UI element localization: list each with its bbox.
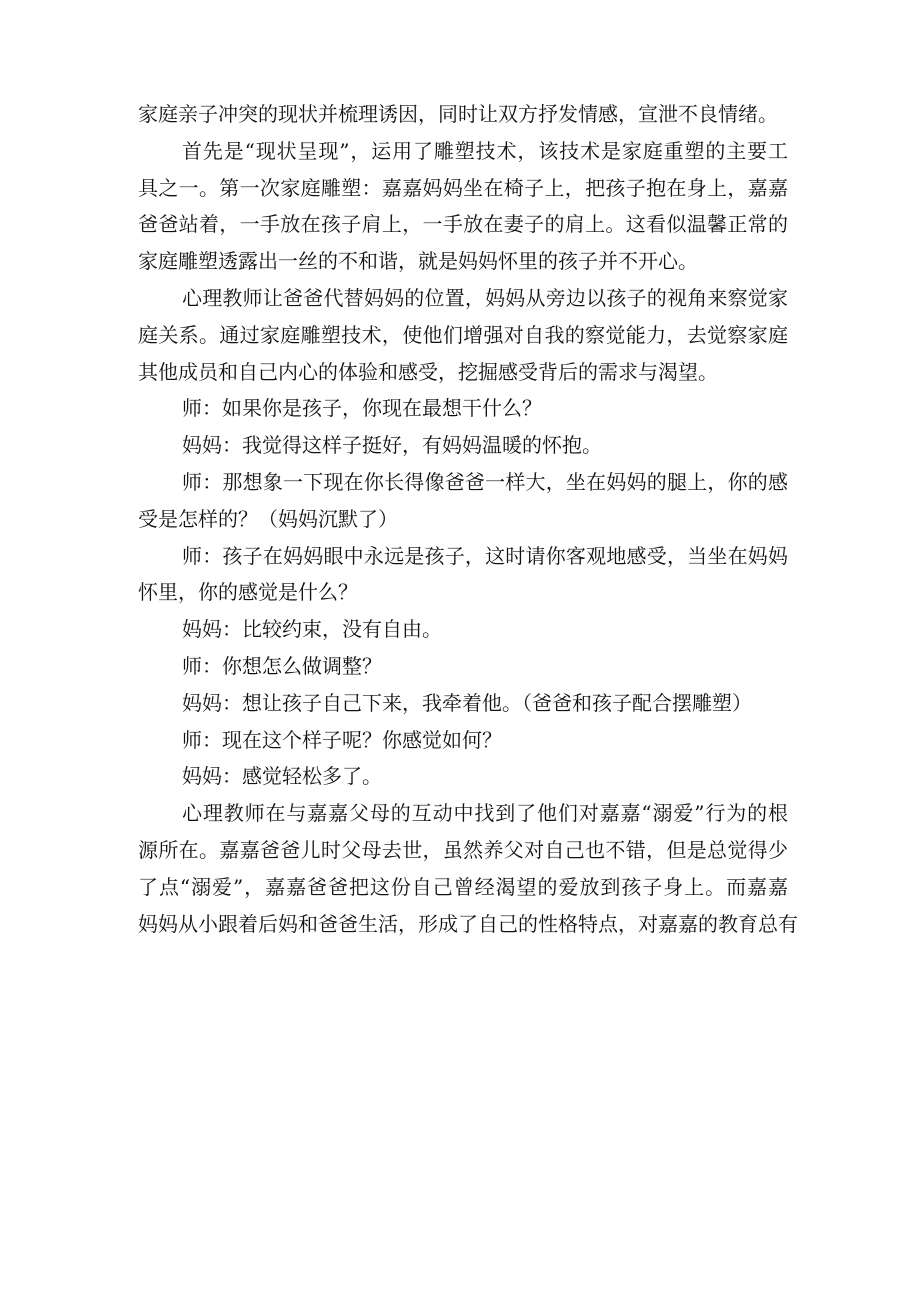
text-line: 其他成员和自己内心的体验和感受，挖掘感受背后的需求与渴望。: [138, 359, 718, 384]
text-line: 师：你想怎么做调整？: [182, 653, 382, 678]
text-line: 源所在。嘉嘉爸爸儿时父母去世，虽然养父对自己也不错，但是总觉得少: [138, 837, 788, 862]
text-line: 妈妈：比较约束，没有自由。: [182, 617, 442, 642]
text-line: 家庭亲子冲突的现状并梳理诱因，同时让双方抒发情感，宣泄不良情绪。: [138, 102, 778, 126]
text-line: 妈妈：感觉轻松多了。: [182, 764, 382, 789]
text-line: 师：如果你是孩子，你现在最想干什么？: [182, 396, 542, 421]
text-line: 庭关系。通过家庭雕塑技术，使他们增强对自我的察觉能力，去觉察家庭: [138, 322, 788, 347]
text-line: 心理教师在与嘉嘉父母的互动中找到了他们对嘉嘉“溺爱”行为的根: [182, 801, 788, 826]
text-line: 爸爸站着，一手放在孩子肩上，一手放在妻子的肩上。这看似温馨正常的: [138, 212, 788, 237]
document-body: [138, 96, 798, 942]
text-line: 师：孩子在妈妈眼中永远是孩子，这时请你客观地感受，当坐在妈妈: [182, 543, 788, 568]
text-line: 具之一。第一次家庭雕塑：嘉嘉妈妈坐在椅子上，把孩子抱在身上，嘉嘉: [138, 175, 788, 200]
text-line: 师：那想象一下现在你长得像爸爸一样大，坐在妈妈的腿上，你的感: [182, 469, 788, 494]
text-line: 了点“溺爱”，嘉嘉爸爸把这份自己曾经渴望的爱放到孩子身上。而嘉嘉: [138, 874, 788, 899]
text-line: 受是怎样的？（妈妈沉默了）: [138, 506, 398, 531]
text-line: 首先是“现状呈现”，运用了雕塑技术，该技术是家庭重塑的主要工: [182, 138, 788, 163]
text-line: 心理教师让爸爸代替妈妈的位置，妈妈从旁边以孩子的视角来察觉家: [182, 285, 788, 310]
text-line: 师：现在这个样子呢？你感觉如何？: [182, 727, 502, 752]
text-line: 妈妈：我觉得这样子挺好，有妈妈温暖的怀抱。: [182, 433, 602, 458]
text-line: 妈妈：想让孩子自己下来，我牵着他。（爸爸和孩子配合摆雕塑）: [182, 690, 752, 715]
text-line: 家庭雕塑透露出一丝的不和谐，就是妈妈怀里的孩子并不开心。: [138, 249, 698, 274]
text-line: 怀里，你的感觉是什么？: [138, 580, 358, 605]
text-line: 妈妈从小跟着后妈和爸爸生活，形成了自己的性格特点，对嘉嘉的教育总有: [138, 911, 798, 936]
